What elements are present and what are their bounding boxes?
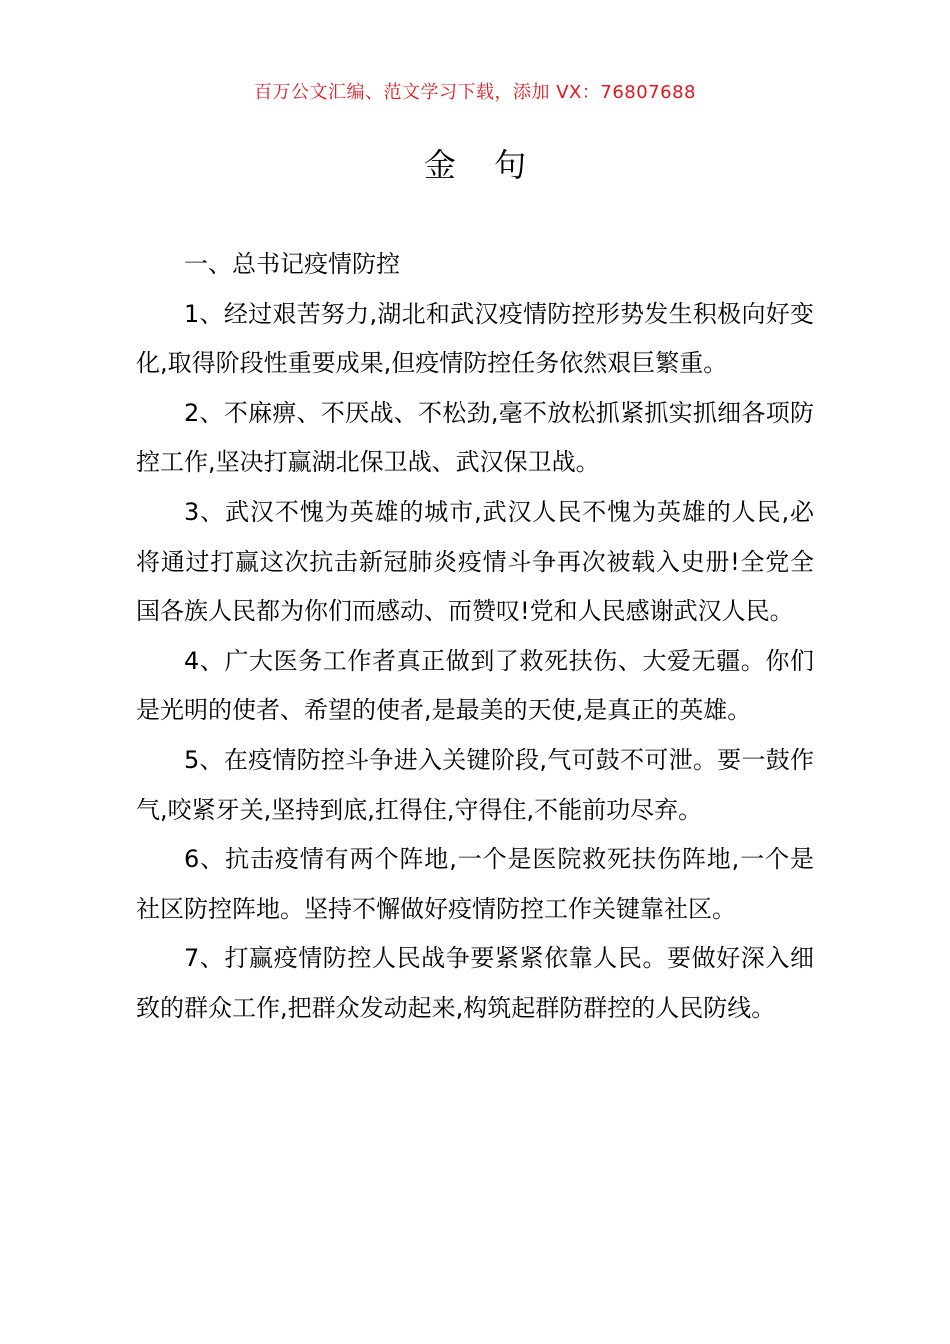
paragraph-4: 4、广大医务工作者真正做到了救死扶伤、大爱无疆。你们是光明的使者、希望的使者,是最美的天使,是真正的英雄。 — [136, 646, 814, 725]
section-heading: 一、总书记疫情防控 — [184, 250, 400, 278]
document-body — [136, 240, 814, 1034]
paragraph-5: 5、在疫情防控斗争进入关键阶段,气可鼓不可泄。要一鼓作气,咬紧牙关,坚持到底,扛得住,守得住,不能前功尽弃。 — [136, 745, 814, 824]
paragraph-6: 6、抗击疫情有两个阵地,一个是医院救死扶伤阵地,一个是社区防控阵地。坚持不懈做好疫情防控工作关键靠社区。 — [136, 845, 814, 923]
paragraph-2: 2、不麻痹、不厌战、不松劲,毫不放松抓紧抓实抓细各项防控工作,坚决打赢湖北保卫战、武汉保卫战。 — [136, 398, 814, 477]
header-promo-note: 百万公文汇编、范文学习下载，添加 VX：76807688 — [254, 82, 696, 103]
paragraph-1: 1、经过艰苦努力,湖北和武汉疫情防控形势发生积极向好变化,取得阶段性重要成果,但疫情防控任务依然艰巨繁重。 — [136, 299, 814, 378]
paragraph-3: 3、武汉不愧为英雄的城市,武汉人民不愧为英雄的人民,必将通过打赢这次抗击新冠肺炎疫情斗争再次被载入史册!全党全国各族人民都为你们而感动、而赞叹!党和人民感谢武汉人民。 — [136, 497, 814, 626]
page-title: 金 句 — [423, 146, 541, 184]
paragraph-7: 7、打赢疫情防控人民战争要紧紧依靠人民。要做好深入细致的群众工作,把群众发动起来,构筑起群防群控的人民防线。 — [136, 944, 814, 1022]
